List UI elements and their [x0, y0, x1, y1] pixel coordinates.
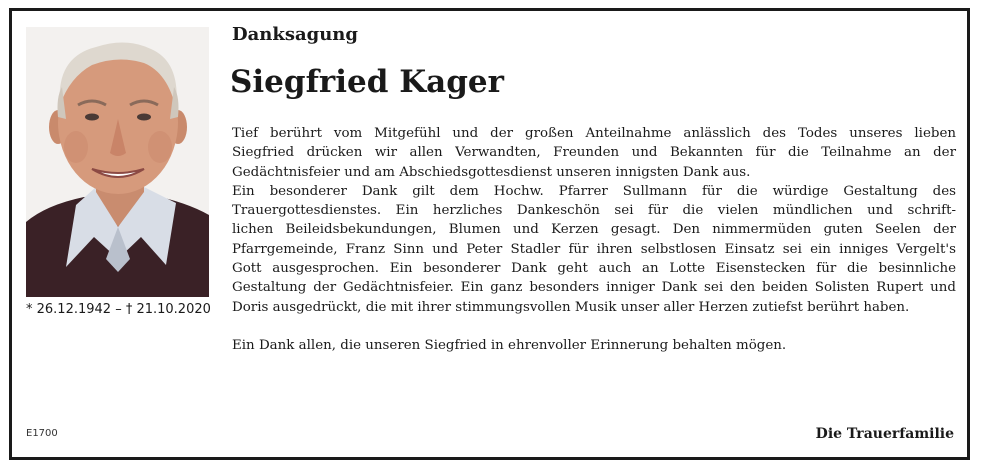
life-dates: * 26.12.1942 – † 21.10.2020	[26, 302, 211, 317]
message-line: Doris ausgedrückt, die mit ihrer stimmungsvollen Musik unser aller Herzen zutiefst berührt haben.	[232, 299, 910, 315]
message-line: lichen Beileidsbekundungen, Blumen und Kerzen gesagt. Den nimmermüden guten Seelen der	[232, 222, 956, 238]
message-body	[232, 124, 956, 355]
message-line: Gestaltung der Gedächtnisfeier. Ein ganz besonders inniger Dank sei den beiden Solisten Rupert und	[232, 280, 956, 296]
message-line: Pfarrgemeinde, Franz Sinn und Peter Stadler für ihren selbstlosen Einsatz sei ein inniges Vergelt's	[232, 241, 956, 257]
message-line: Trauergottesdienstes. Ein herzliches Dankeschön sei für die vielen mündlichen und schrift-	[232, 203, 956, 219]
ad-code: E1700	[26, 428, 58, 439]
message-line: Tief berührt vom Mitgefühl und der großen Anteilnahme anlässlich des Todes unseres lieben	[232, 126, 956, 141]
deceased-name: Siegfried Kager	[230, 64, 504, 100]
message-line: Gott ausgesprochen. Ein besonderer Dank geht auch an Lotte Eisenstecken für die besinnliche	[232, 261, 956, 277]
closing-line: Ein Dank allen, die unseren Siegfried in ehrenvoller Erinnerung behalten mögen.	[232, 337, 787, 353]
message-line: Siegfried drücken wir allen Verwandten, Freunden und Bekannten für die Teilnahme an der	[232, 145, 956, 161]
message-line: Gedächtnisfeier und am Abschiedsgottesdienst unseren innigsten Dank aus.	[232, 164, 751, 180]
notice-heading: Danksagung	[232, 24, 358, 45]
signature: Die Trauerfamilie	[815, 426, 954, 442]
portrait-photo	[26, 27, 209, 297]
message-line: Ein besonderer Dank gilt dem Hochw. Pfarrer Sullmann für die würdige Gestaltung des	[232, 183, 956, 199]
